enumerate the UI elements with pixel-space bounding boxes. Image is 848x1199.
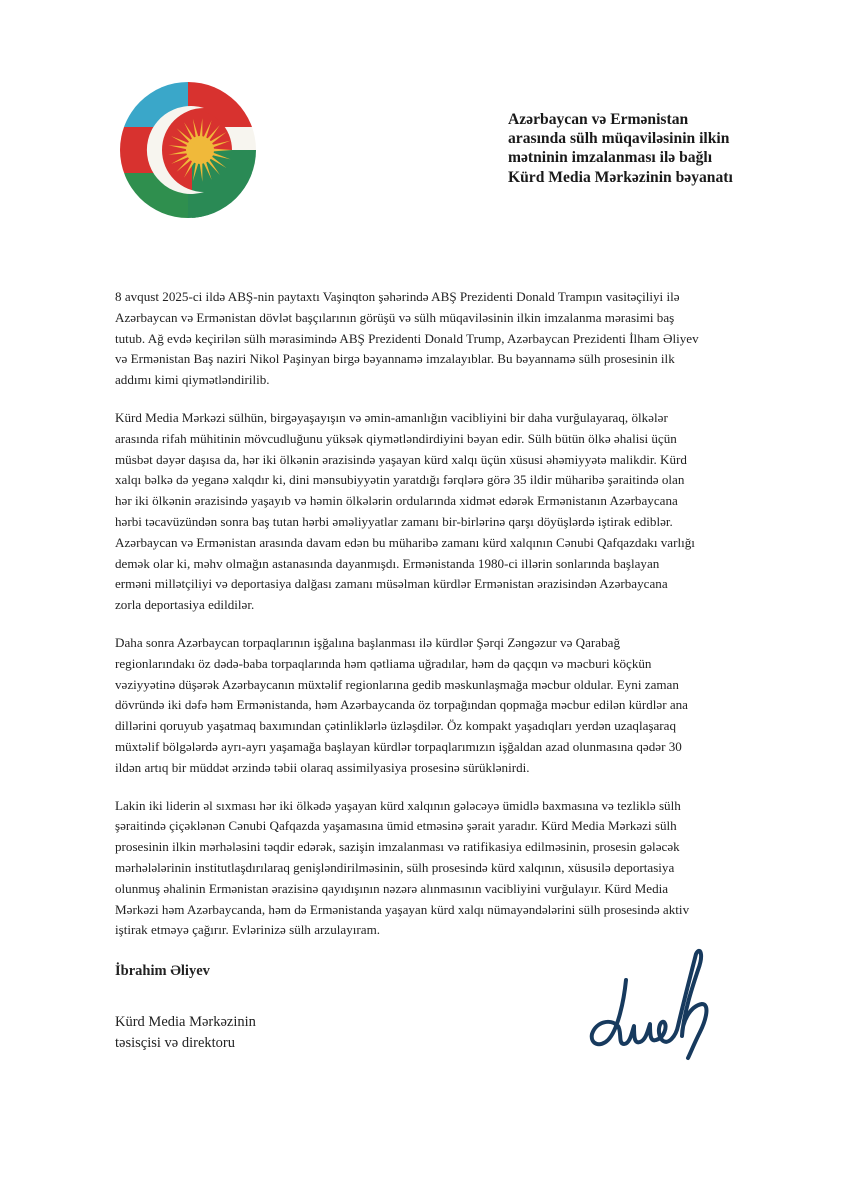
text-line: şəraitində çiçəklənən Cənubi Qafqazda yaşamasına ümid etməsinə şərait yaradır. Kürd Media Mərkəzi sülh bbox=[115, 818, 677, 834]
title-line: arasında sülh müqaviləsinin ilkin bbox=[508, 130, 730, 148]
logo-sun-core bbox=[186, 136, 214, 164]
paragraph-4 bbox=[115, 796, 755, 942]
text-line: prosesinin ilkin mərhələsini təqdir edərək, sazişin imzalanması və ratifikasiya edilməsinin, prosesin gələcək bbox=[115, 839, 680, 855]
text-line: iştirak etməyə çağırır. Evlərinizə sülh arzulayıram. bbox=[115, 922, 381, 938]
statement-title bbox=[508, 110, 808, 187]
text-line: müsbət dəyər daşısa da, hər iki ölkənin ərazisində yaşayan kürd xalqı üçün xüsusi əhəmiyyətə malikdir. Kürd bbox=[115, 451, 687, 467]
signatory-name: İbrahim Əliyev bbox=[115, 963, 210, 979]
paragraph-2 bbox=[115, 408, 755, 616]
text-line: olunmuş əhalinin Ermənistan ərazisinə qayıdışının nəzərə alınmasının vacibliyini vurğulayır. Kürd Media bbox=[115, 880, 669, 896]
text-line: tutub. Ağ evdə keçirilən sülh mərasimində ABŞ Prezidenti Donald Trump, Azərbaycan Prezidenti İlham Əliyev bbox=[115, 330, 699, 346]
text-line: vəziyyətinə düşərək Azərbaycanın müxtəlif regionlarına gedib məskunlaşmağa məcbur oldular. Eyni zaman bbox=[115, 676, 679, 692]
text-line: Azərbaycan və Ermənistan arasında davam edən bu müharibə zamanı kürd xalqının Cənubi Qafqazdakı varlığı bbox=[115, 534, 695, 550]
text-line: Lakin iki liderin əl sıxması hər iki ölkədə yaşayan kürd xalqının gələcəyə ümidlə baxmasına və tezliklə sülh bbox=[115, 797, 681, 813]
text-line: mərhələlərinin institutlaşdırılaraq genişləndirilməsinin, sülh prosesində kürd xalqının, xüsusilə deportasiya bbox=[115, 859, 675, 875]
text-line: hərbi təcavüzündən sonra baş tutan hərbi əməliyyatlar zamanı bir-birlərinə qarşı döyüşlərdə iştirak ediblər. bbox=[115, 513, 673, 529]
title-line: Azərbaycan və Ermənistan bbox=[508, 111, 689, 128]
text-line: hər iki ölkənin ərazisində yaşayıb və həmin ölkələrin ordularında xidmət edərək Ermənistanın Azərbaycana bbox=[115, 493, 678, 509]
title-line: Kürd Media Mərkəzinin bəyanatı bbox=[508, 168, 733, 186]
paragraph-3 bbox=[115, 633, 755, 779]
text-line: Kürd Media Mərkəzi sülhün, birgəyaşayışın və əmin-amanlığın vacibliyini bir daha vurğulayaraq, ölkələr bbox=[115, 409, 668, 425]
text-line: dillərini qoruyub yaşatmaq baxımından çətinliklərlə üzləşdilər. Öz kompakt yaşadıqları yerdən uzaqlaşaraq bbox=[115, 718, 677, 734]
text-line: dövründə iki dəfə həm Ermənistanda, həm Azərbaycanda öz torpağından qopmağa məcbur edilən kürdlər ana bbox=[115, 697, 688, 713]
text-line: müxtəlif bölgələrdə ayrı-ayrı yaşamağa başlayan kürdlər torpaqlarımızın işğaldan azad olunmasına qədər 30 bbox=[115, 738, 682, 754]
text-line: Azərbaycan və Ermənistan dövlət başçılarının görüşü və sülh müqaviləsinin ilkin imzalanma mərasimi baş bbox=[115, 309, 675, 325]
text-line: Daha sonra Azərbaycan torpaqlarının işğalına başlanması ilə kürdlər Şərqi Zəngəzur və Qarabağ bbox=[115, 634, 620, 650]
role-line: təsisçisi və direktoru bbox=[115, 1035, 236, 1051]
signatory-role bbox=[115, 1012, 256, 1054]
text-line: demək olar ki, məhv olmağın astanasında dayanmışdı. Ermənistanda 1980-ci illərin sonlarında başlayan bbox=[115, 555, 660, 571]
title-line: mətninin imzalanması ilə bağlı bbox=[508, 149, 713, 167]
handwritten-signature-icon bbox=[578, 940, 728, 1065]
text-line: regionlarındakı öz dədə-baba torpaqlarında həm qətliama uğradılar, həm də qaçqın və məcburi köçkün bbox=[115, 655, 652, 671]
statement-body bbox=[115, 287, 755, 958]
text-line: Mərkəzi həm Azərbaycanda, həm də Ermənistanda yaşayan kürd xalqı nümayəndələrini sülh prosesində aktiv bbox=[115, 901, 690, 917]
text-line: və Ermənistan Baş naziri Nikol Paşinyan birgə bəyannamə imzalayıblar. Bu bəyannamə sülh prosesinin ilk bbox=[115, 351, 675, 367]
paragraph-1 bbox=[115, 287, 755, 391]
text-line: zorla deportasiya edildilər. bbox=[115, 597, 255, 613]
text-line: 8 avqust 2025-ci ildə ABŞ-nin paytaxtı Vaşinqton şəhərində ABŞ Prezidenti Donald Trampın vasitəçiliyi ilə bbox=[115, 289, 680, 304]
text-line: ildən artıq bir müddət ərzində təbii olaraq assimilyasiya prosesinə sürüklənirdi. bbox=[115, 759, 530, 775]
text-line: xalqı bəlkə də yeganə xalqdır ki, dini mənsubiyyətin yaratdığı fərqlərə görə 35 ildir müharibə şəraitində olan bbox=[115, 472, 685, 488]
role-line: Kürd Media Mərkəzinin bbox=[115, 1014, 256, 1030]
text-line: addımı kimi qiymətləndirilib. bbox=[115, 372, 270, 388]
organization-logo-icon bbox=[118, 80, 258, 220]
text-line: arasında rifah mühitinin mövcudluğunu yüksək qiymətləndirdiyini bəyan edir. Sülh bütün ölkə əhalisi üçün bbox=[115, 430, 677, 446]
text-line: erməni millətçiliyi və deportasiya dalğası zamanı müsəlman kürdlər Ermənistan ərazisindən Azərbaycana bbox=[115, 576, 668, 592]
